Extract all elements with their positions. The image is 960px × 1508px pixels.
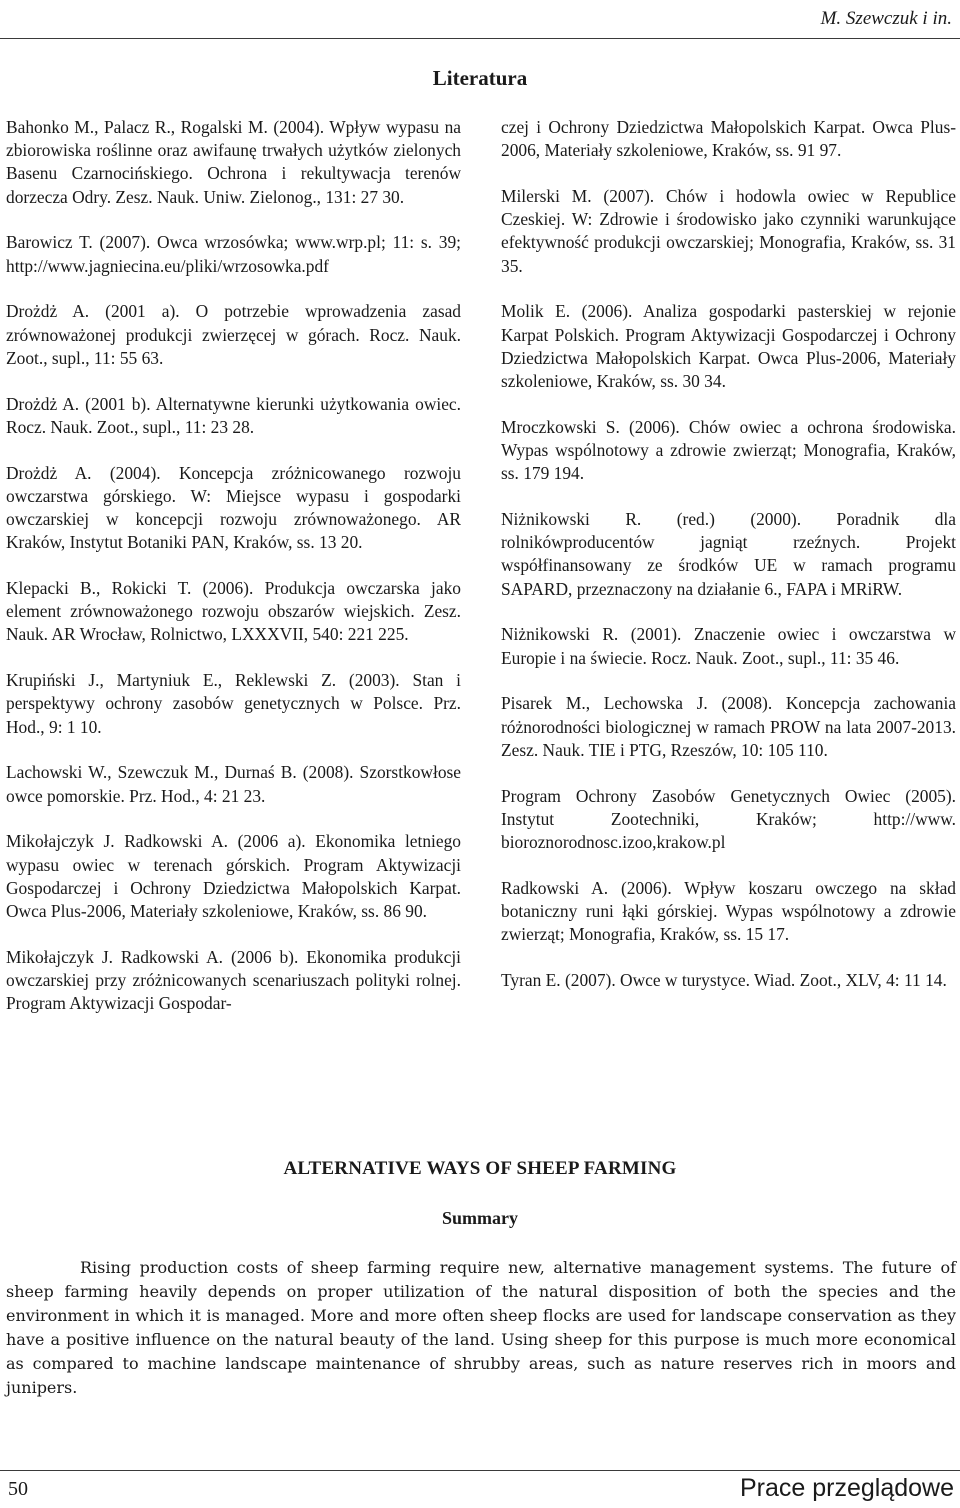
reference-entry: Drożdż A. (2004). Koncepcja zróżnicowanego rozwoju owczarstwa górskiego. W: Miejsce wypasu i gospodarki owczarskiej w koncepcji rozwoju zrównoważonego. AR Kraków, Instytut Botaniki PAN, Kraków, ss. 13 20. <box>6 462 461 553</box>
reference-entry: czej i Ochrony Dziedzictwa Małopolskich Karpat. Owca Plus-2006, Materiały szkoleniowe, Kraków, ss. 91 97. <box>501 117 956 161</box>
reference-entry: Niżnikowski R. (2001). Znaczenie owiec i owczarstwa w Europie i na świecie. Rocz. Nauk. Zoot., supl., 11: 35 46. <box>501 624 956 668</box>
reference-entry: Milerski M. (2007). Chów i hodowla owiec w Republice Czeskiej. W: Zdrowie i środowisko jako czynniki warunkujące efektywność produkcji owczarskiej; Monografia, Kraków, ss. 31 35. <box>501 186 956 276</box>
reference-entry: Drożdż A. (2001 a). O potrzebie wprowadzenia zasad zrównoważonej produkcji zwierzęcej w górach. Rocz. Nauk. Zoot., supl., 11: 55 63. <box>6 301 461 368</box>
references-right-column <box>501 116 956 1015</box>
reference-entry: Lachowski W., Szewczuk M., Durnaś B. (2008). Szorstkowłose owce pomorskie. Prz. Hod., 4: 21 23. <box>6 762 461 806</box>
references-left-column <box>6 116 461 1038</box>
section-heading: Literatura <box>432 66 528 90</box>
reference-entry: Mikołajczyk J. Radkowski A. (2006 a). Ekonomika letniego wypasu owiec w terenach górskich. Program Aktywizacji Gospodarczej i Ochrony Dziedzictwa Małopolskich Karpat. Owca Plus-2006, Materiały szkoleniowe, Kraków, ss. 86 90. <box>6 831 461 922</box>
reference-entry: Barowicz T. (2007). Owca wrzosówka; www.wrp.pl; 11: s. 39; http://www.jagniecina.eu/pliki/wrzosowka.pdf <box>6 232 461 276</box>
reference-entry: Pisarek M., Lechowska J. (2008). Koncepcja zachowania różnorodności biologicznej w ramach PROW na lata 2007-2013. Zesz. Nauk. TIE i PTG, Rzeszów, 10: 105 110. <box>501 693 956 760</box>
reference-entry: Tyran E. (2007). Owce w turystyce. Wiad. Zoot., XLV, 4: 11 14. <box>501 970 947 991</box>
reference-entry: Drożdż A. (2001 b). Alternatywne kierunki użytkowania owiec. Rocz. Nauk. Zoot., supl., 11: 23 28. <box>6 393 461 437</box>
reference-entry: Klepacki B., Rokicki T. (2006). Produkcja owczarska jako element zrównoważonego rozwoju obszarów wiejskich. Zesz. Nauk. AR Wrocław, Rolnictwo, LXXXVII, 540: 221 225. <box>6 578 461 645</box>
reference-entry: Molik E. (2006). Analiza gospodarki pasterskiej w rejonie Karpat Polskich. Program Aktywizacji Gospodarczej i Ochrony Dziedzictwa Małopolskich Karpat. Owca Plus-2006, Materiały szkoleniowe, Kraków, ss. 30 34. <box>501 301 956 392</box>
reference-entry: Niżnikowski R. (red.) (2000). Poradnik dla rolnikówproducentów jagniąt rzeźnych. Projekt współfinansowany ze środków UE w ramach programu SAPARD, przeznaczony na działanie 6., FAPA i MRiRW. <box>501 509 956 599</box>
reference-entry: Radkowski A. (2006). Wpływ koszaru owczego na skład botaniczny runi łąki górskiej. Wypas wspólnotowy a zdrowie zwierząt; Monografia, Kraków, ss. 15 17. <box>501 877 956 945</box>
footer-rule <box>0 1470 960 1471</box>
journal-section-label: Prace przeglądowe <box>739 1474 954 1502</box>
reference-entry: Mroczkowski S. (2006). Chów owiec a ochrona środowiska. Wypas wspólnotowy a zdrowie zwierząt; Monografia, Kraków, ss. 179 194. <box>501 416 956 484</box>
reference-entry: Program Ochrony Zasobów Genetycznych Owiec (2005). Instytut Zootechniki, Kraków; http://www. bioroznorodnosc.izoo,krakow.pl <box>501 785 956 853</box>
reference-entry: Mikołajczyk J. Radkowski A. (2006 b). Ekonomika produkcji owczarskiej przy zróżnicowanych scenariuszach polityki rolnej. Program Aktywizacji Gospodar- <box>6 946 461 1014</box>
summary-title: ALTERNATIVE WAYS OF SHEEP FARMING <box>283 1158 677 1179</box>
running-head: M. Szewczuk i in. <box>820 8 952 29</box>
summary-paragraph: Rising production costs of sheep farming require new, alternative management systems. The future of sheep farming heavily depends on proper utilization of the natural disposition of both the species and the environment in which it is managed. More and more often sheep flocks are used for landscape conservation as they have a positive influence on the natural beauty of the land. Using sheep for this purpose is much more economical as compared to machine landscape maintenance of shrubby areas, such as nature reserves rich in moors and junipers. <box>6 1258 956 1397</box>
reference-entry: Krupiński J., Martyniuk E., Reklewski Z. (2003). Stan i perspektywy ochrony zasobów genetycznych w Polsce. Prz. Hod., 9: 1 10. <box>6 670 461 737</box>
page-number: 50 <box>8 1478 28 1500</box>
header-rule <box>0 38 960 39</box>
summary-heading: Summary <box>442 1208 518 1228</box>
reference-entry: Bahonko M., Palacz R., Rogalski M. (2004). Wpływ wypasu na zbiorowiska roślinne oraz awifaunę trwałych użytków zielonych Basenu Czarnocińskiego. Ochrona i rekultywacja terenów dorzecza Odry. Zesz. Nauk. Uniw. Zielonog., 131: 27 30. <box>6 117 461 207</box>
